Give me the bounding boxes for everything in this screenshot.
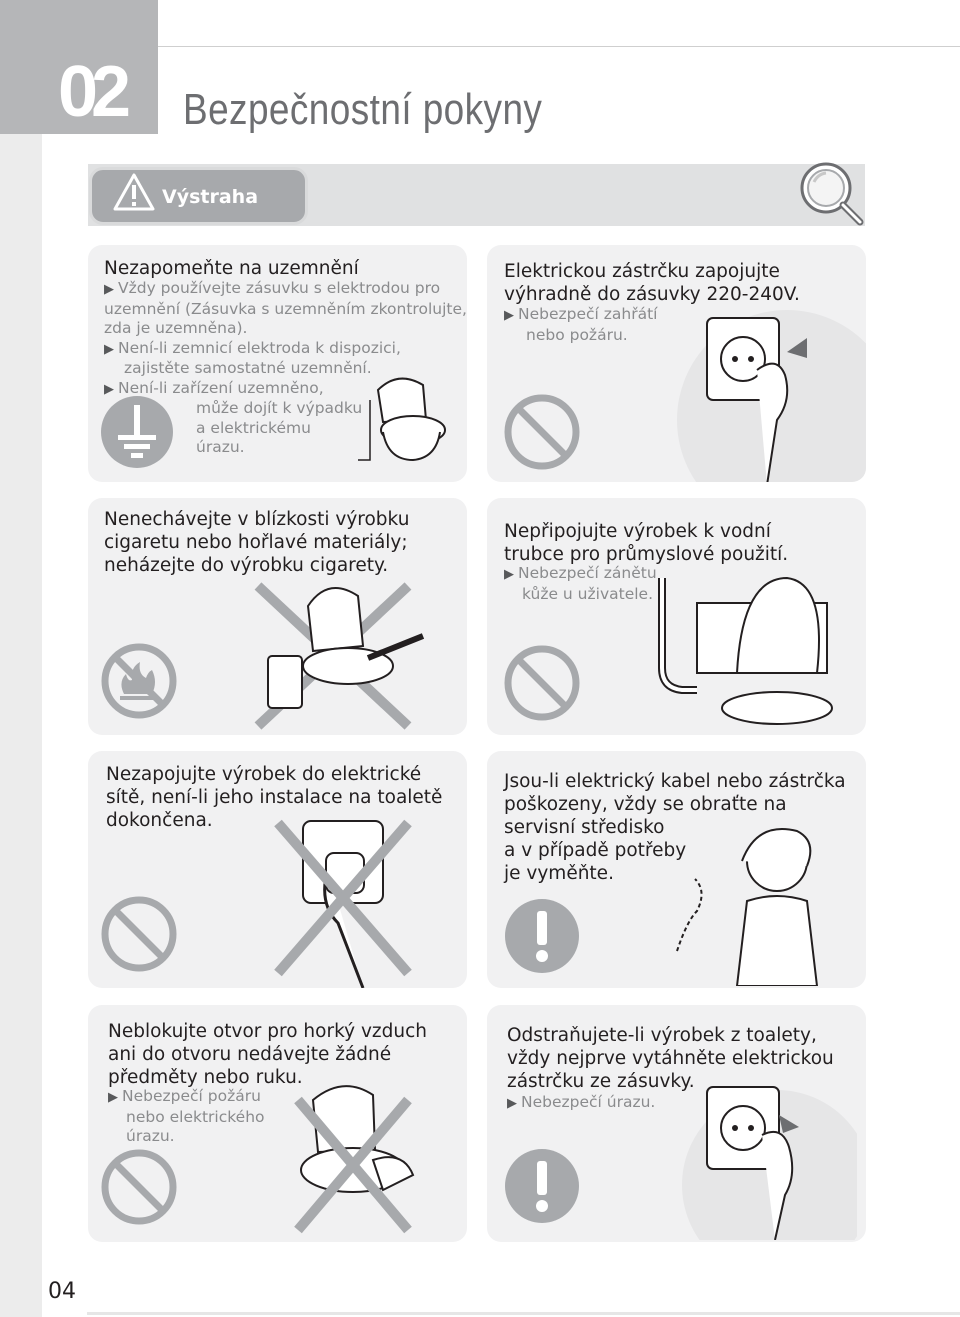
prohibited-icon — [100, 1148, 178, 1226]
exclamation-icon — [503, 897, 581, 975]
toilet-cigarette-illustration — [238, 576, 458, 735]
bottom-rule — [42, 1312, 960, 1315]
card-hot-air — [88, 1005, 467, 1242]
card-title: Nezapojujte výrobek do elektrické sítě, není-li jeho instalace na toaletě dokončena. — [106, 764, 443, 831]
card-socket-voltage — [487, 245, 866, 482]
card-title: Nenechávejte v blízkosti výrobku cigaretu nebo hořlavé materiály; neházejte do výrobku cigarety. — [104, 509, 410, 576]
chapter-number: 02 — [58, 52, 125, 132]
card-title: Nepřipojujte výrobek k vodní trubce pro průmyslové použití. — [504, 521, 789, 565]
card-remove-plug — [487, 1005, 866, 1242]
bullet-arrow-icon: ▶ — [504, 308, 514, 323]
prohibited-icon — [503, 393, 581, 471]
exclamation-icon — [503, 1147, 581, 1225]
bullet-arrow-icon: ▶ — [507, 1096, 517, 1111]
wall-socket-plug-illustration — [667, 300, 866, 482]
bullet-arrow-icon: ▶ — [104, 341, 114, 357]
plug-socket-crossed-illustration — [258, 813, 448, 988]
card-title: Neblokujte otvor pro horký vzduch ani do otvoru nedávejte žádné předměty nebo ruku. — [108, 1021, 427, 1088]
card-title: Jsou-li elektrický kabel nebo zástrčka poškozeny, vždy se obraťte na servisní středisko a v případě potřeby je vyměňte. — [504, 771, 846, 884]
card-title: Odstraňujete-li výrobek z toalety, vždy nejprve vytáhněte elektrickou zástrčku ze zásuvky. — [507, 1025, 834, 1092]
bullet-arrow-icon: ▶ — [104, 282, 114, 297]
bullet-arrow-icon: ▶ — [104, 381, 114, 397]
card-grounding — [88, 245, 467, 482]
card-cigarettes — [88, 498, 467, 735]
toilet-hand-crossed-illustration — [283, 1080, 453, 1240]
left-margin-strip — [0, 0, 42, 1317]
no-flammable-icon — [100, 642, 178, 720]
unplug-socket-illustration — [667, 1075, 857, 1240]
card-note: ▶ Nebezpečí úrazu. — [507, 1093, 656, 1111]
warning-label: Výstraha — [162, 186, 259, 208]
prohibited-icon — [100, 895, 178, 973]
card-installation — [88, 751, 467, 988]
page-title: Bezpečnostní pokyny — [183, 85, 543, 134]
magnifier-icon — [796, 160, 868, 230]
bullet-arrow-icon: ▶ — [504, 567, 514, 582]
bullet-arrow-icon: ▶ — [108, 1090, 118, 1105]
card-note: ▶ Nebezpečí zahřátí nebo požáru. — [504, 305, 658, 344]
header-rule — [158, 46, 960, 47]
page-number: 04 — [48, 1279, 76, 1304]
card-water-pipe — [487, 498, 866, 735]
card-title: Elektrickou zástrčku zapojujte výhradně do zásuvky 220-240V. — [504, 261, 800, 305]
toilet-water-pipe-illustration — [647, 568, 857, 728]
card-note: ▶ Nebezpečí zánětu kůže u uživatele. — [504, 564, 657, 603]
card-note: ▶ Nebezpečí požáru nebo elektrického úrazu. — [108, 1087, 265, 1145]
card-note: ▶ Vždy používejte zásuvku s elektrodou pro uzemnění (Zásuvka s uzemněním zkontrolujte, zda je uzemněna). ▶ Není-li zemnicí elektroda k dispozici, zajistěte samostatné uzemnění. ▶ Není-li zařízení uzemněno, může dojít k výpadku a elektrickému úrazu. — [104, 279, 467, 456]
card-title: Nezapomeňte na uzemnění — [104, 258, 359, 279]
warning-triangle-icon — [112, 172, 156, 212]
card-damaged-cable — [487, 751, 866, 988]
prohibited-icon — [503, 644, 581, 722]
